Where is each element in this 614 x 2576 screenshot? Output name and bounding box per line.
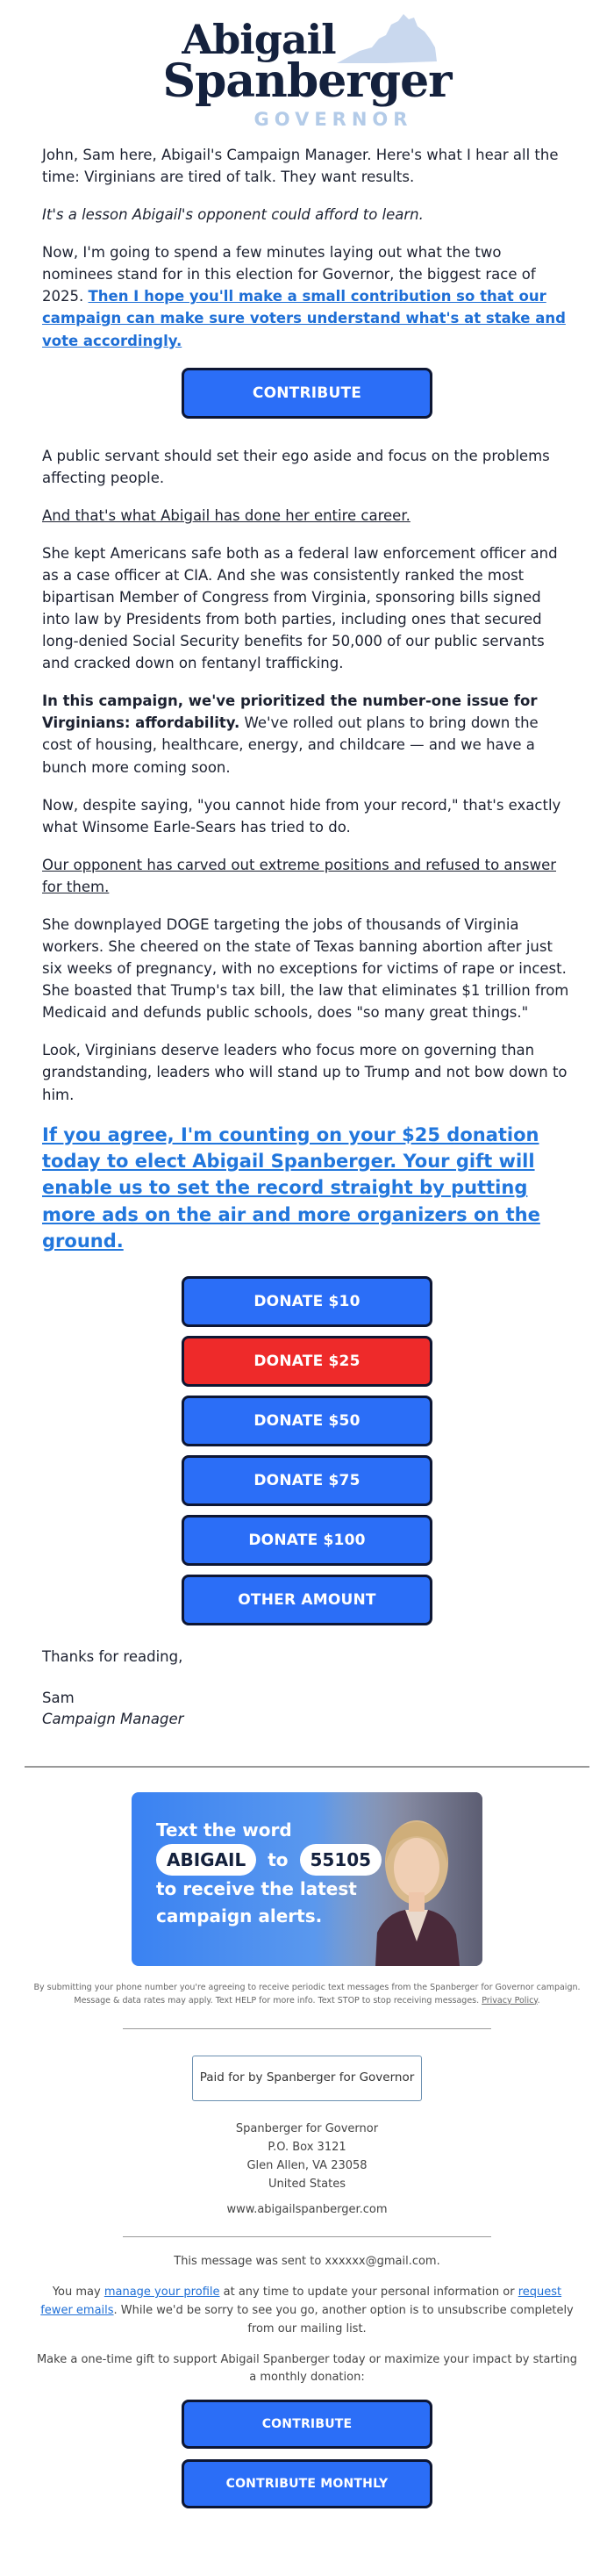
sent-to-text: This message was sent to xxxxxx@gmail.com. xyxy=(174,2255,440,2269)
bold-text: In this campaign, we've prioritized the number-one issue for Virginians: affordability. xyxy=(42,692,538,732)
address-city: Glen Allen, VA 23058 xyxy=(246,2159,368,2173)
address-country: United States xyxy=(268,2177,346,2191)
manage-prefix: You may xyxy=(52,2285,104,2300)
paragraph-opponent-quote: Now, despite saying, "you cannot hide from your record," that's exactly what Winsome Earle-Sears has tried to do. xyxy=(42,796,561,836)
signer-title: Campaign Manager xyxy=(42,1711,184,1728)
paragraph-extreme xyxy=(42,854,572,898)
sms-disclaimer: By submitting your phone number you're agreeing to receive periodic text messages from the Spanberger for Governor campaign. Message & data rates may apply. Text HELP for more info. Text STOP to stop receiving messages. Privacy Policy. xyxy=(33,1983,581,2006)
onetime-text: Make a one-time gift to support Abigail Spanberger today or maximize your impact by starting a monthly donation: xyxy=(36,2352,578,2385)
sms-keyword-row xyxy=(156,1844,382,1876)
paragraph-record: She kept Americans safe both as a federal law enforcement officer and as a case officer at CIA. And she was consistently ranked the most bipartisan Member of Congress from Virginia, sponsoring bills signed into law by Presidents from both parties, including ones that secured long-denied Social Security benefits for 50,000 of our public servants and cracked down on fentanyl trafficking. xyxy=(42,544,558,672)
nominees-text: Now, I'm going to spend a few minutes laying out what the two nominees stand for in this election for Governor, the biggest race of 2025. xyxy=(42,244,536,305)
sms-line-1: Text the word xyxy=(156,1819,292,1841)
sms-line-3: to receive the latest xyxy=(156,1878,357,1900)
sms-number: 55105 xyxy=(300,1844,382,1876)
paragraph-career xyxy=(42,505,572,527)
signoff xyxy=(42,1647,572,1731)
sms-signup-banner[interactable] xyxy=(132,1792,482,1966)
mailing-address xyxy=(0,2120,614,2219)
donate-25-button[interactable]: DONATE $25 xyxy=(182,1336,432,1387)
manage-suffix: . While we'd be sorry to see you go, another option is to unsubscribe completely from our mailing list. xyxy=(113,2304,574,2336)
donate-75-button[interactable]: DONATE $75 xyxy=(182,1455,432,1506)
affordability-text: We've rolled out plans to bring down the cost of housing, healthcare, energy, and childcare — and we have a bunch more coming soon. xyxy=(42,714,539,776)
privacy-policy-link[interactable]: Privacy Policy xyxy=(482,1995,538,2006)
underlined-text: Our opponent has carved out extreme positions and refused to answer for them. xyxy=(42,856,556,895)
sms-banner-text xyxy=(156,1817,382,1930)
paragraph-leaders: Look, Virginians deserve leaders who focus more on governing than grandstanding, leaders who will stand up to Trump and not bow down to him. xyxy=(42,1042,568,1103)
website-link[interactable]: www.abigailspanberger.com xyxy=(226,2202,388,2216)
underlined-text: And that's what Abigail has done her entire career. xyxy=(42,506,411,524)
sms-line-4: campaign alerts. xyxy=(156,1905,323,1927)
italic-text: It's a lesson Abigail's opponent could afford to learn. xyxy=(42,206,424,224)
other-amount-button[interactable]: OTHER AMOUNT xyxy=(182,1575,432,1625)
contribute-button[interactable]: CONTRIBUTE xyxy=(182,368,432,419)
paragraph-intro: John, Sam here, Abigail's Campaign Manager. Here's what I hear all the time: Virginians are tired of talk. They want results. xyxy=(42,147,559,186)
signer-name: Sam xyxy=(42,1689,75,1706)
contribution-link[interactable]: Then I hope you'll make a small contribution so that our campaign can make sure voters understand what's at stake and vote accordingly. xyxy=(42,288,566,349)
manage-profile-link[interactable]: manage your profile xyxy=(104,2285,220,2300)
message-body xyxy=(0,140,614,1731)
thanks-text: Thanks for reading, xyxy=(42,1647,183,1665)
logo-last-name: Spanberger xyxy=(162,54,452,108)
paid-for-box: Paid for by Spanberger for Governor xyxy=(192,2056,422,2101)
donate-10-button[interactable]: DONATE $10 xyxy=(182,1276,432,1327)
logo-role: GOVERNOR xyxy=(253,109,413,130)
donation-ask-link[interactable]: If you agree, I'm counting on your $25 donation today to elect Abigail Spanberger. Your gift will enable us to set the record straight by putting more ads on the air and more organizers on the ground. xyxy=(42,1123,540,1252)
address-box: P.O. Box 3121 xyxy=(268,2141,346,2155)
paragraph-doge: She downplayed DOGE targeting the jobs of thousands of Virginia workers. She cheered on the state of Texas banning abortion after just six weeks of pregnancy, with no exceptions for victims of rape or incest. She boasted that Trump's tax bill, the law that eliminates $1 trillion from Medicaid and defunds public schools, does "so many great things." xyxy=(42,915,569,1022)
sms-to-text: to xyxy=(268,1849,289,1871)
campaign-logo xyxy=(0,0,614,140)
sms-keyword: ABIGAIL xyxy=(156,1844,256,1876)
donate-100-button[interactable]: DONATE $100 xyxy=(182,1515,432,1566)
sms-disclaimer-text: By submitting your phone number you're agreeing to receive periodic text messages from the Spanberger for Governor campaign. Message & data rates may apply. Text HELP for more info. Text STOP to stop receiving messages. xyxy=(33,1983,581,2006)
paragraph-lesson xyxy=(42,204,572,226)
logo-first-name: Abigail xyxy=(182,16,336,63)
paragraph-nominees xyxy=(42,241,572,351)
request-fewer-emails-link[interactable]: request fewer emails xyxy=(40,2285,562,2318)
footer-contribute-button[interactable]: CONTRIBUTE xyxy=(182,2400,432,2449)
email-footer xyxy=(0,2253,614,2387)
address-org: Spanberger for Governor xyxy=(235,2122,379,2136)
manage-text xyxy=(35,2284,579,2338)
donate-button-stack xyxy=(42,1276,572,1625)
donate-50-button[interactable]: DONATE $50 xyxy=(182,1396,432,1446)
contribute-monthly-button[interactable]: CONTRIBUTE MONTHLY xyxy=(182,2459,432,2508)
paragraph-affordability xyxy=(42,690,572,778)
paragraph-public-servant: A public servant should set their ego aside and focus on the problems affecting people. xyxy=(42,447,550,486)
manage-middle: at any time to update your personal information or xyxy=(219,2285,518,2300)
